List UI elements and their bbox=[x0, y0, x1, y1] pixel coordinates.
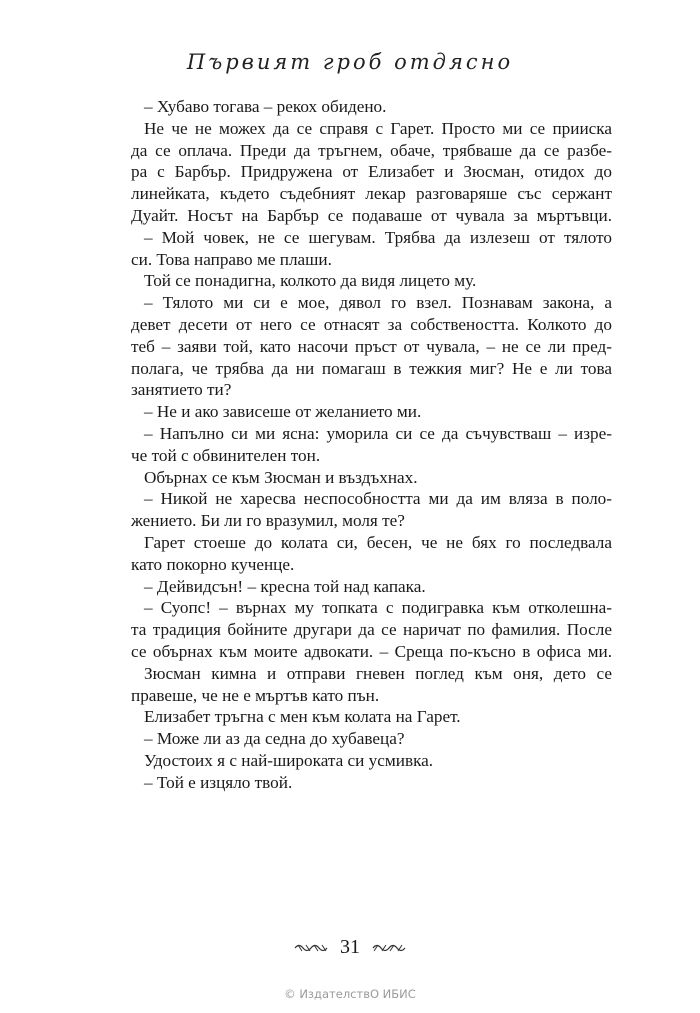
body-text bbox=[131, 96, 612, 794]
text-line: ра с Барбър. Придружена от Елизабет и Зюсман, отидох до bbox=[131, 162, 612, 182]
running-title: Първият гроб отдясно bbox=[186, 50, 514, 74]
text-line: жението. Би ли го вразумил, моля те? bbox=[131, 511, 405, 531]
text-line: да се оплача. Преди да тръгнем, обаче, трябваше да се разбе- bbox=[131, 140, 612, 160]
text-line: че той с обвинителен тон. bbox=[131, 445, 321, 465]
text-line: – Той е изцяло твой. bbox=[144, 772, 293, 792]
text-line: та традиция бойните другари да се наричат по фамилия. После bbox=[131, 620, 612, 640]
text-line: Дуайт. Носът на Барбър се подаваше от чувала за мъртъвци. bbox=[131, 205, 612, 225]
text-line: Той се понадигна, колкото да видя лицето му. bbox=[144, 271, 477, 291]
text-line: – Хубаво тогава – рекох обидено. bbox=[144, 97, 387, 116]
text-line: – Дейвидсън! – кресна той над капака. bbox=[144, 576, 426, 596]
text-line: – Суопс! – върнах му топката с подигравка към отколешна- bbox=[144, 598, 612, 618]
text-line: правеше, че не е мъртъв като пън. bbox=[131, 685, 380, 705]
ornament-left-icon bbox=[294, 942, 330, 954]
text-line: – Тялото ми си е мое, дявол го взел. Познавам закона, а bbox=[144, 293, 612, 313]
text-line: Обърнах се към Зюсман и въздъхнах. bbox=[144, 467, 418, 487]
text-line: Не че не можех да се справя с Гарет. Просто ми се прииска bbox=[144, 118, 612, 138]
text-line: – Не и ако зависеше от желанието ми. bbox=[144, 402, 422, 422]
text-line: – Може ли аз да седна до хубавеца? bbox=[144, 729, 405, 749]
text-line: – Мой човек, не се шегувам. Трябва да излезеш от тялото bbox=[144, 227, 612, 247]
text-line: Елизабет тръгна с мен към колата на Гарет. bbox=[144, 707, 461, 727]
text-line: полага, че трябва да ни помагаш в тежкия миг? Не е ли това bbox=[131, 358, 612, 378]
text-line: Зюсман кимна и отправи гневен поглед към оня, дето се bbox=[144, 663, 612, 683]
text-line: линейката, където съдебният лекар разговаряше със сержант bbox=[131, 184, 612, 204]
text-line: девет десети от него се отнасят за собствеността. Колкото до bbox=[131, 314, 612, 334]
page-number: 31 bbox=[340, 936, 360, 958]
copyright-footer: © ИздателствО ИБИС bbox=[284, 987, 416, 1001]
text-line: се обърнах към моите адвокати. – Среща по-късно в офиса ми. bbox=[131, 641, 612, 661]
text-line: Удостоих я с най-широката си усмивка. bbox=[144, 750, 434, 770]
text-line: – Никой не харесва неспособността ми да им вляза в поло- bbox=[144, 489, 612, 509]
text-line: си. Това направо ме плаши. bbox=[131, 249, 332, 269]
folio bbox=[0, 936, 700, 959]
text-line: теб – заяви той, като насочи пръст от чувала, – не се ли пред- bbox=[131, 336, 612, 356]
text-line: – Напълно си ми ясна: уморила си се да съчувстваш – изре- bbox=[144, 423, 612, 443]
text-line: като покорно кученце. bbox=[131, 554, 295, 574]
ornament-right-icon bbox=[370, 942, 406, 954]
text-line: занятието ти? bbox=[131, 380, 232, 400]
text-line: Гарет стоеше до колата си, бесен, че не бях го последвала bbox=[144, 532, 612, 552]
